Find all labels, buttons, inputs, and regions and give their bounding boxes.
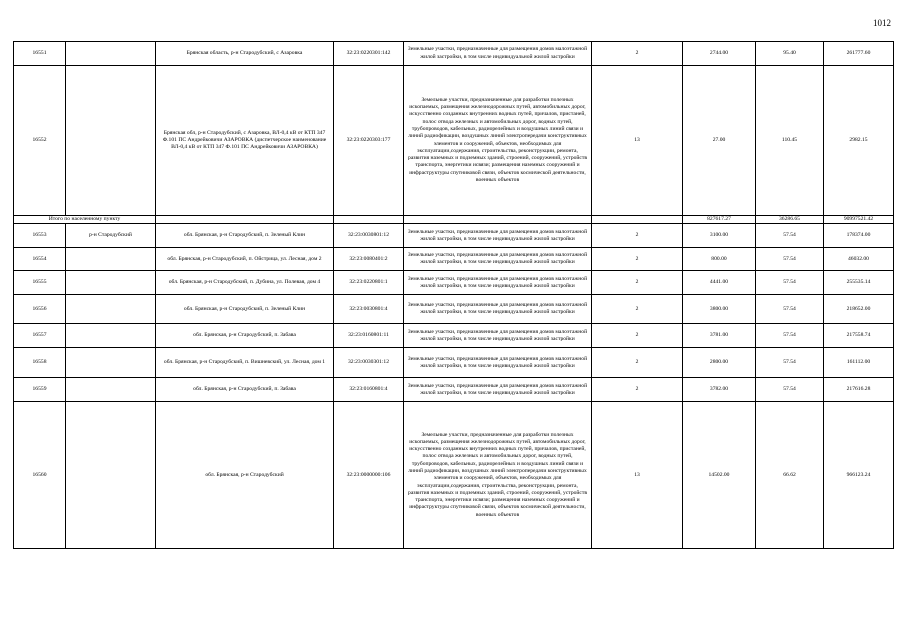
rate-cell: 57.54 xyxy=(756,248,824,271)
cadastral-number-cell: 32:23:0220303:177 xyxy=(334,66,404,216)
cadastral-value-cell: 217558.74 xyxy=(824,324,894,348)
cadastral-value-cell: 2982.15 xyxy=(824,66,894,216)
summary-empty-cell xyxy=(334,216,404,224)
group-code-cell: 2 xyxy=(592,224,683,248)
record-number-cell: 16553 xyxy=(14,224,66,248)
cadastral-value-cell: 255535.14 xyxy=(824,271,894,295)
summary-label: Итого по населенному пункту xyxy=(14,216,156,224)
group-code-cell: 13 xyxy=(592,66,683,216)
cadastral-number-cell: 32:23:0000000:106 xyxy=(334,402,404,549)
area-cell: 800.00 xyxy=(683,248,756,271)
group-code-cell: 2 xyxy=(592,348,683,378)
group-code-cell: 2 xyxy=(592,248,683,271)
record-number-cell: 16552 xyxy=(14,66,66,216)
group-code-cell: 2 xyxy=(592,295,683,324)
cadastral-number-cell: 32:23:0030801:4 xyxy=(334,295,404,324)
cadastral-number-cell: 32:23:0160801:4 xyxy=(334,378,404,402)
cadastral-value-cell: 217616.28 xyxy=(824,378,894,402)
area-cell: 14502.00 xyxy=(683,402,756,549)
summary-empty-cell xyxy=(592,216,683,224)
record-number-cell: 16556 xyxy=(14,295,66,324)
land-use-cell: Земельные участки, предназначенные для разработки полезных ископаемых, размещения железнодорожных путей, автомобильных дорог, искусственно созданных внутренних водных путей, причалов, пристаней, полос отвода железных и автомобильных дорог, водных путей, трубопроводов, кабельных, радиорелейных и воздушных линий связи и линий радиофикации, воздушных линий электропередачи конструктивных элементов и сооружений, объектов, необходимых для эксплуатации,содержания, строительства, реконструкции, ремонта, развития наземных и подземных зданий, строений, сооружений, устройств транспорта, энергетики исвязи; размещения наземных сооружений и инфраструктуры спутниковой связи, объектов космической деятельности, военных объектов xyxy=(404,66,592,216)
address-cell: Брянская область, р-н Стародубский, с Азаровка xyxy=(156,42,334,66)
record-number-cell: 16558 xyxy=(14,348,66,378)
table-row xyxy=(14,378,894,402)
record-number-cell: 16557 xyxy=(14,324,66,348)
rate-cell: 110.45 xyxy=(756,66,824,216)
land-use-cell: Земельные участки, предназначенные для размещения домов малоэтажной жилой застройки, в том числе индивидуальной жилой застройки xyxy=(404,378,592,402)
area-cell: 2800.00 xyxy=(683,348,756,378)
address-cell: обл. Брянская, р-н Стародубский xyxy=(156,402,334,549)
cadastral-number-cell: 32:23:0220301:142 xyxy=(334,42,404,66)
place-type-cell xyxy=(66,402,156,549)
cadastral-value-cell: 161112.00 xyxy=(824,348,894,378)
cadastral-number-cell: 32:23:0080401:2 xyxy=(334,248,404,271)
summary-empty-cell xyxy=(156,216,334,224)
place-type-cell xyxy=(66,348,156,378)
area-cell: 2744.00 xyxy=(683,42,756,66)
land-use-cell: Земельные участки, предназначенные для размещения домов малоэтажной жилой застройки, в том числе индивидуальной жилой застройки xyxy=(404,224,592,248)
area-cell: 3782.00 xyxy=(683,378,756,402)
rate-cell: 57.54 xyxy=(756,295,824,324)
address-cell: обл. Брянская, р-н Стародубский, п. Вишневский, ул. Лесная, дом 1 xyxy=(156,348,334,378)
place-type-cell xyxy=(66,248,156,271)
area-cell: 3800.00 xyxy=(683,295,756,324)
record-number-cell: 16551 xyxy=(14,42,66,66)
place-type-cell xyxy=(66,295,156,324)
place-type-cell xyxy=(66,42,156,66)
address-cell: обл. Брянская, р-н Стародубский, п. Зеленый Клин xyxy=(156,295,334,324)
summary-value: 90997521.42 xyxy=(824,216,894,224)
area-cell: 3100.00 xyxy=(683,224,756,248)
cadastral-value-cell: 218652.00 xyxy=(824,295,894,324)
table-row xyxy=(14,66,894,216)
place-type-cell xyxy=(66,271,156,295)
address-cell: обл. Брянская, р-н Стародубский, п. Забава xyxy=(156,324,334,348)
summary-empty-cell xyxy=(404,216,592,224)
address-cell: Брянская обл, р-н Стародубский, с Азаровка, ВЛ-0,4 кВ от КТП 347 Ф.101 ПС Андрейковичи АЗАРОВКА (диспетчерское наименование ВЛ-0,4 кВ от КТП 347 Ф.101 ПС Андрейковичи АЗАРОВКА) xyxy=(156,66,334,216)
cadastral-value-cell: 178374.00 xyxy=(824,224,894,248)
group-code-cell: 13 xyxy=(592,402,683,549)
summary-rate: 36286.65 xyxy=(756,216,824,224)
record-number-cell: 16559 xyxy=(14,378,66,402)
rate-cell: 57.54 xyxy=(756,224,824,248)
locality-cell: р-н Стародубский xyxy=(66,224,156,248)
land-use-cell: Земельные участки, предназначенные для размещения домов малоэтажной жилой застройки, в том числе индивидуальной жилой застройки xyxy=(404,42,592,66)
group-code-cell: 2 xyxy=(592,378,683,402)
summary-row xyxy=(14,216,894,224)
rate-cell: 57.54 xyxy=(756,271,824,295)
summary-area: 827617.27 xyxy=(683,216,756,224)
area-cell: 3781.00 xyxy=(683,324,756,348)
record-number-cell: 16554 xyxy=(14,248,66,271)
group-code-cell: 2 xyxy=(592,271,683,295)
land-use-cell: Земельные участки, предназначенные для размещения домов малоэтажной жилой застройки, в том числе индивидуальной жилой застройки xyxy=(404,295,592,324)
land-registry-table xyxy=(13,41,894,549)
address-cell: обл. Брянская, р-н Стародубский, п. Зеленый Клин xyxy=(156,224,334,248)
address-cell: обл. Брянская, р-н Стародубский, п. Ойстрица, ул. Лесная, дом 2 xyxy=(156,248,334,271)
cadastral-number-cell: 32:23:0030801:12 xyxy=(334,224,404,248)
place-type-cell xyxy=(66,378,156,402)
group-code-cell: 2 xyxy=(592,42,683,66)
rate-cell: 57.54 xyxy=(756,378,824,402)
land-use-cell: Земельные участки, предназначенные для разработки полезных ископаемых, размещения железнодорожных путей, автомобильных дорог, искусственно созданных внутренних водных путей, причалов, пристаней, полос отвода железных и автомобильных дорог, водных путей, трубопроводов, кабельных, радиорелейных и воздушных линий связи и линий радиофикации, воздушных линий электропередачи конструктивных элементов и сооружений, объектов, необходимых для эксплуатации,содержания, строительства, реконструкции, ремонта, развития наземных и подземных зданий, строений, сооружений, устройств транспорта, энергетики исвязи; размещения наземных сооружений и инфраструктуры спутниковой связи, объектов космической деятельности, военных объектов xyxy=(404,402,592,549)
land-use-cell: Земельные участки, предназначенные для размещения домов малоэтажной жилой застройки, в том числе индивидуальной жилой застройки xyxy=(404,248,592,271)
address-cell: обл. Брянская, р-н Стародубский, п. Забава xyxy=(156,378,334,402)
place-type-cell xyxy=(66,324,156,348)
table-row xyxy=(14,402,894,549)
table-row xyxy=(14,295,894,324)
table-row xyxy=(14,224,894,248)
area-cell: 27.00 xyxy=(683,66,756,216)
record-number-cell: 16560 xyxy=(14,402,66,549)
table-row xyxy=(14,348,894,378)
table-row xyxy=(14,248,894,271)
table-row xyxy=(14,271,894,295)
land-use-cell: Земельные участки, предназначенные для размещения домов малоэтажной жилой застройки, в том числе индивидуальной жилой застройки xyxy=(404,348,592,378)
rate-cell: 57.54 xyxy=(756,348,824,378)
page-number: 1012 xyxy=(873,18,891,28)
address-cell: обл. Брянская, р-н Стародубский, п. Дубина, ул. Полевая, дом 4 xyxy=(156,271,334,295)
rate-cell: 57.54 xyxy=(756,324,824,348)
land-use-cell: Земельные участки, предназначенные для размещения домов малоэтажной жилой застройки, в том числе индивидуальной жилой застройки xyxy=(404,271,592,295)
cadastral-number-cell: 32:23:0220801:1 xyxy=(334,271,404,295)
group-code-cell: 2 xyxy=(592,324,683,348)
cadastral-number-cell: 32:23:0030301:12 xyxy=(334,348,404,378)
record-number-cell: 16555 xyxy=(14,271,66,295)
place-type-cell xyxy=(66,66,156,216)
cadastral-value-cell: 966123.24 xyxy=(824,402,894,549)
rate-cell: 95.40 xyxy=(756,42,824,66)
table-row xyxy=(14,42,894,66)
cadastral-value-cell: 261777.60 xyxy=(824,42,894,66)
land-use-cell: Земельные участки, предназначенные для размещения домов малоэтажной жилой застройки, в том числе индивидуальной жилой застройки xyxy=(404,324,592,348)
table-row xyxy=(14,324,894,348)
cadastral-value-cell: 46032.00 xyxy=(824,248,894,271)
cadastral-number-cell: 32:23:0160801:11 xyxy=(334,324,404,348)
area-cell: 4441.00 xyxy=(683,271,756,295)
rate-cell: 66.62 xyxy=(756,402,824,549)
